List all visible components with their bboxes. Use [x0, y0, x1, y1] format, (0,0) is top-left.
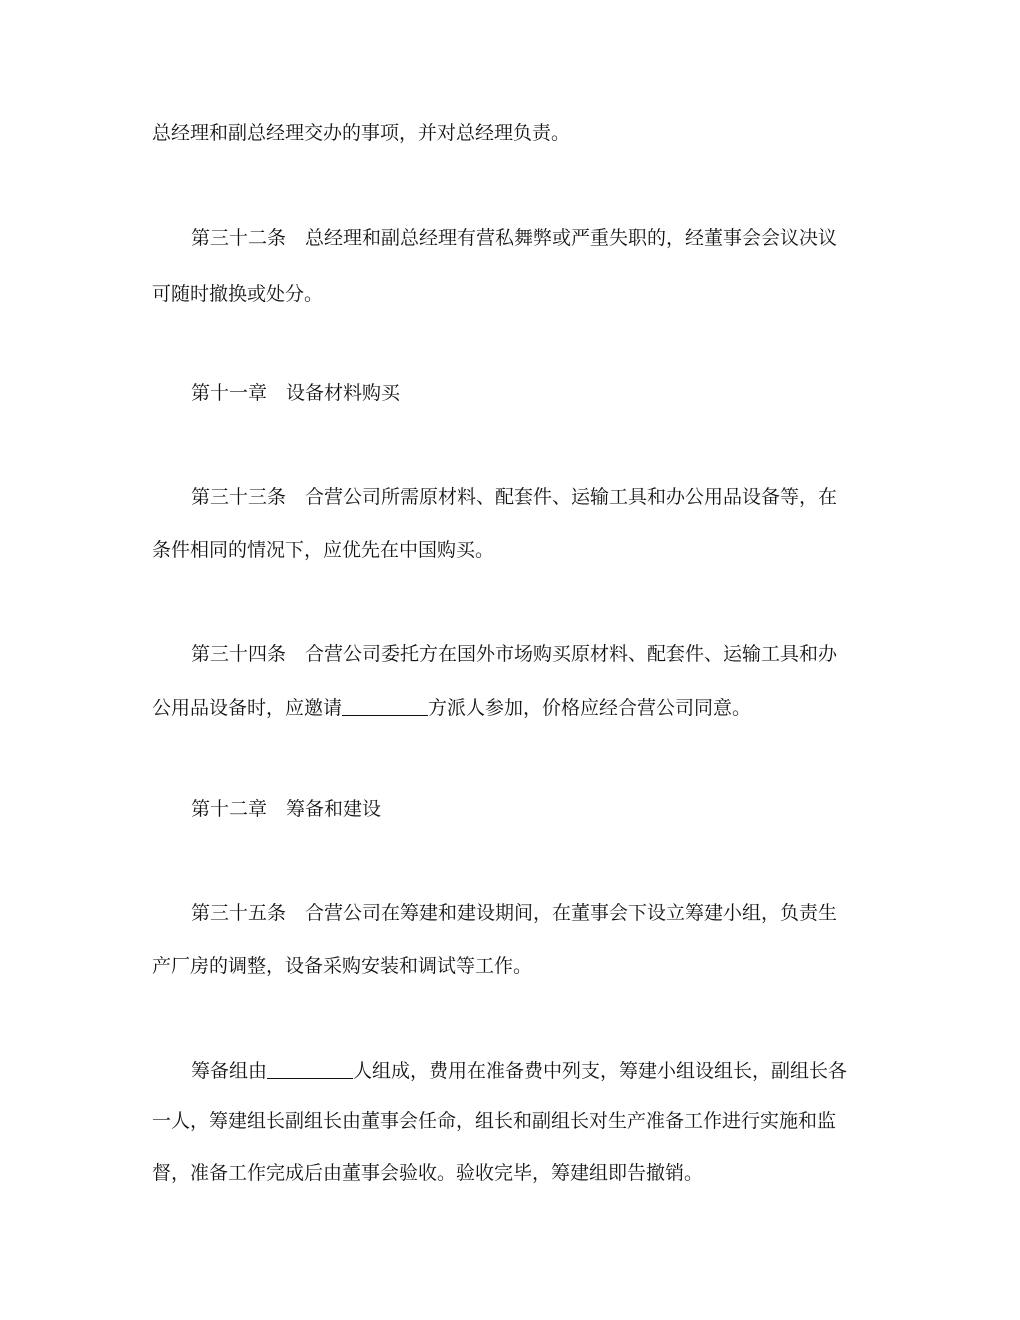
paragraph-line-3: 督，准备工作完成后由董事会验收。验收完毕，筹建组即告撤销。 — [152, 1162, 704, 1184]
paragraph-line: 总经理和副总经理交办的事项，并对总经理负责。 — [152, 122, 571, 144]
article-35-line-1: 第三十五条 合营公司在筹建和建设期间，在董事会下设立筹建小组，负责生 — [191, 902, 838, 924]
article-32-line-2: 可随时撤换或处分。 — [152, 283, 324, 305]
article-33-line-1: 第三十三条 合营公司所需原材料、配套件、运输工具和办公用品设备等，在 — [191, 486, 838, 508]
blank-field — [267, 1060, 353, 1079]
article-33-line-2: 条件相同的情况下，应优先在中国购买。 — [152, 539, 495, 561]
paragraph-text-a: 筹备组由 — [191, 1060, 268, 1082]
article-34-text-a: 公用品设备时，应邀请 — [152, 697, 343, 719]
chapter-11-heading: 第十一章 设备材料购买 — [191, 382, 401, 404]
paragraph-text-b: 人组成，费用在准备费中列支，筹建小组设组长，副组长各 — [353, 1060, 848, 1082]
article-32-line-1: 第三十二条 总经理和副总经理有营私舞弊或严重失职的，经董事会会议决议 — [191, 227, 838, 249]
chapter-12-heading: 第十二章 筹备和建设 — [191, 798, 382, 820]
paragraph-line-2: 一人，筹建组长副组长由董事会任命，组长和副组长对生产准备工作进行实施和监 — [152, 1110, 837, 1132]
paragraph-line-1 — [191, 1060, 847, 1081]
article-35-line-2: 产厂房的调整，设备采购安装和调试等工作。 — [152, 955, 533, 977]
article-34-line-2 — [152, 697, 751, 718]
article-34-line-1: 第三十四条 合营公司委托方在国外市场购买原材料、配套件、运输工具和办 — [191, 643, 838, 665]
blank-field — [342, 697, 428, 716]
article-34-text-b: 方派人参加，价格应经合营公司同意。 — [428, 697, 752, 719]
